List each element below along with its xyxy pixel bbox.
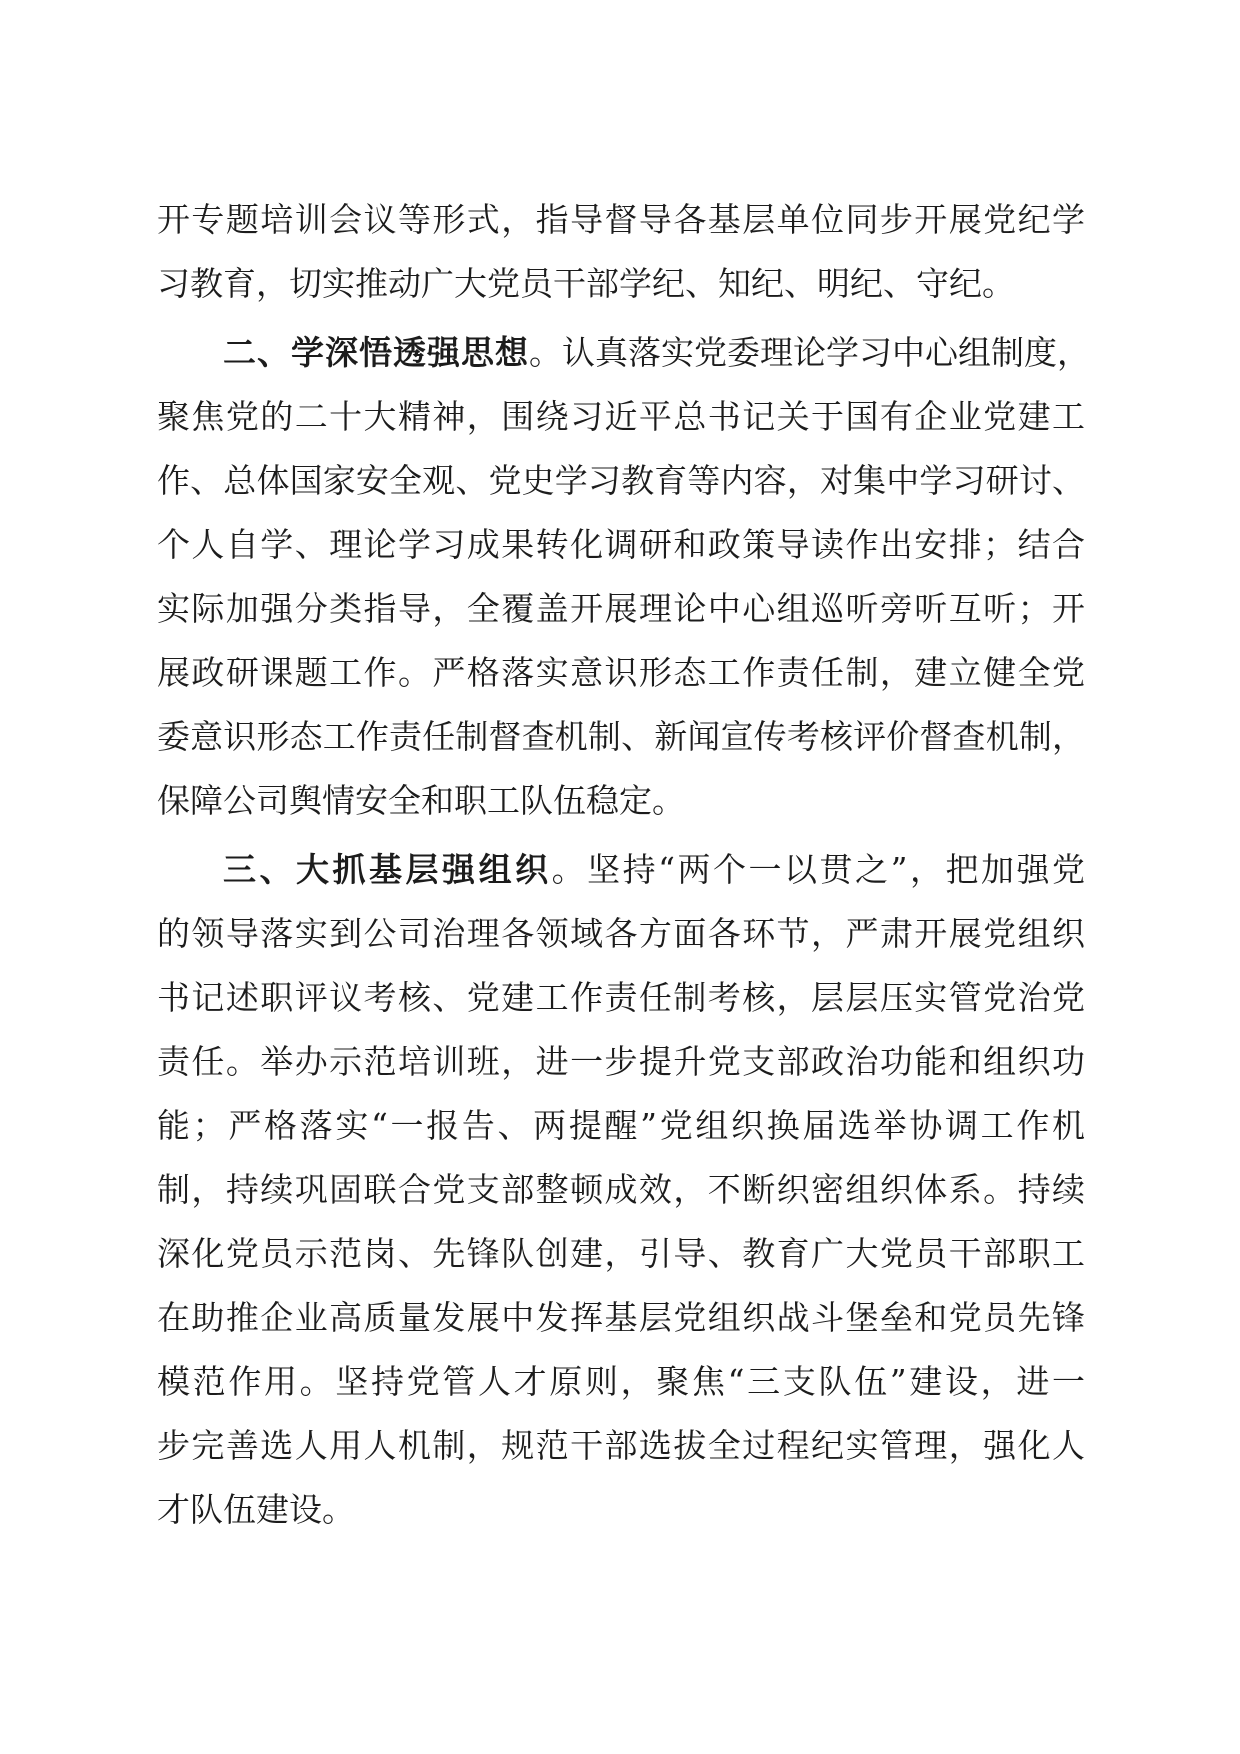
text-line: 个人自学、理论学习成果转化调研和政策导读作出安排；结合 [157, 525, 1085, 564]
text-line: 的领导落实到公司治理各领域各方面各环节，严肃开展党组织 [157, 914, 1085, 953]
text-line: 才队伍建设。 [157, 1490, 355, 1529]
text-line [157, 321, 1090, 385]
text-line: 聚焦党的二十大精神，围绕习近平总书记关于国有企业党建工 [157, 397, 1085, 436]
text-line: 步完善选人用人机制，规范干部选拔全过程纪实管理，强化人 [157, 1426, 1085, 1465]
text-run: 。认真落实党委理论学习中心组制度， [529, 333, 1090, 372]
text-line: 深化党员示范岗、先锋队创建，引导、教育广大党员干部职工 [157, 1234, 1085, 1273]
text-line: 在助推企业高质量发展中发挥基层党组织战斗堡垒和党员先锋 [157, 1298, 1085, 1337]
text-line: 制，持续巩固联合党支部整顿成效，不断织密组织体系。持续 [157, 1170, 1085, 1209]
section-heading: 三、大抓基层强组织 [223, 850, 552, 889]
text-line [157, 838, 1085, 902]
text-line: 模范作用。坚持党管人才原则，聚焦“三支队伍”建设，进一 [157, 1362, 1085, 1401]
text-line: 责任。举办示范培训班，进一步提升党支部政治功能和组织功 [157, 1042, 1085, 1081]
section-heading: 二、学深悟透强思想 [223, 333, 529, 372]
text-line: 作、总体国家安全观、党史学习教育等内容，对集中学习研讨、 [157, 461, 1085, 500]
paragraph-organization [157, 838, 1085, 1542]
text-line: 委意识形态工作责任制督查机制、新闻宣传考核评价督查机制， [157, 717, 1085, 756]
text-line: 能；严格落实“一报告、两提醒”党组织换届选举协调工作机 [157, 1106, 1085, 1145]
paragraph-ideology [157, 321, 1090, 833]
text-run: 。坚持“两个一以贯之”，把加强党 [551, 850, 1085, 889]
text-line: 习教育，切实推动广大党员干部学纪、知纪、明纪、守纪。 [157, 264, 1015, 303]
text-line: 开专题培训会议等形式，指导督导各基层单位同步开展党纪学 [157, 200, 1085, 239]
document-body [157, 188, 1090, 1542]
paragraph-continuation [157, 188, 1085, 316]
text-line: 书记述职评议考核、党建工作责任制考核，层层压实管党治党 [157, 978, 1085, 1017]
text-line: 展政研课题工作。严格落实意识形态工作责任制，建立健全党 [157, 653, 1085, 692]
text-line: 实际加强分类指导，全覆盖开展理论中心组巡听旁听互听；开 [157, 589, 1085, 628]
text-line: 保障公司舆情安全和职工队伍稳定。 [157, 781, 685, 820]
